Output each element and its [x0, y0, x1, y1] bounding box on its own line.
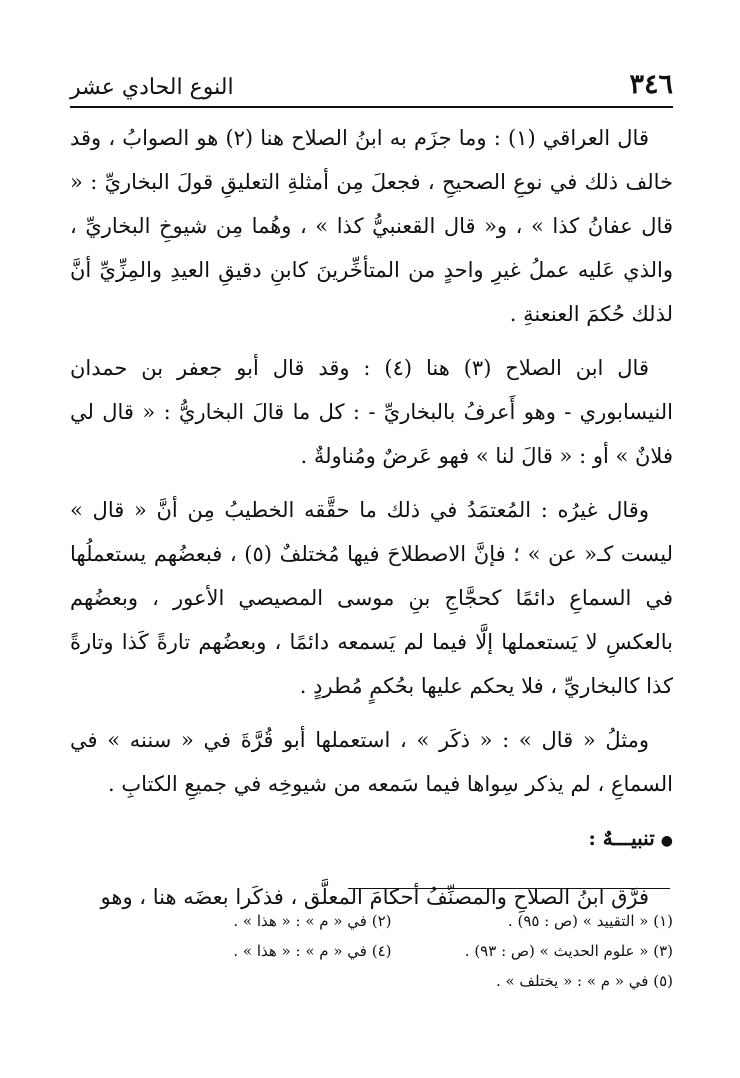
paragraph-others: وقال غيرُه : المُعتمَدُ في ذلك ما حقَّقه الخطيبُ مِن أنَّ « قال » ليست كـ« عن » ؛ فإنَّ الاصطلاحَ فيها مُختلفٌ (٥) ، فبعضُهم يستعملُها في السماعِ دائمًا كحجَّاجِ بنِ موسى المصيصي الأعور ، وبعضُهم بالعكسِ لا يَستعملها إلَّا فيما لم يَسمعه دائمًا ، وبعضُهم تارةً كَذا وتارةً كذا كالبخاريِّ ، فلا يحكم عليها بحُكمٍ مُطردٍ . [70, 498, 673, 698]
footnote-4: (٤) في « م » : « هذا » . [233, 942, 392, 960]
footnotes [110, 906, 673, 996]
paragraph-ibn-salah: قال ابن الصلاح (٣) هنا (٤) : وقد قال أبو جعفر بن حمدان النيسابوري - وهو أَعرفُ بالبخاريِّ - : كل ما قالَ البخاريُّ : « قال لي فلانٌ » أو : « قالَ لنا » فهو عَرضٌ ومُناولةٌ . [70, 356, 673, 468]
footnote-divider [348, 888, 670, 889]
paragraph-iraqi: قال العراقي (١) : وما جزَم به ابنُ الصلاح هنا (٢) هو الصوابُ ، وقد خالف ذلك في نوعِ الصحيحِ ، فجعلَ مِن أمثلةِ التعليقِ قولَ البخاريِّ : « قال عفانُ كذا » ، و« قال القعنبيُّ كذا » ، وهُما مِن شيوخِ البخاريِّ ، والذي عَليه عملُ غيرِ واحدٍ من المتأخِّرينَ كابنِ دقيقِ العيدِ والمِزِّيِّ أنَّ لذلك حُكمَ العنعنةِ . [70, 126, 673, 326]
footnote-1: (١) « التقييد » (ص : ٩٥) . [507, 912, 673, 930]
note-heading [70, 816, 673, 863]
footnote-row [110, 906, 673, 936]
footnote-2: (٢) في « م » : « هذا » . [233, 912, 392, 930]
main-text [70, 116, 673, 929]
note-heading-label: تنبيـــهٌ : [588, 826, 655, 850]
footnote-3: (٣) « علوم الحديث » (ص : ٩٣) . [464, 942, 673, 960]
page-header [70, 62, 673, 108]
running-title: النوع الحادي عشر [70, 75, 234, 100]
footnote-row [110, 936, 673, 966]
footnote-5: (٥) في « م » : « يختلف » . [495, 972, 673, 990]
bullet-icon: ● [660, 833, 673, 849]
paragraph-dhakara: ومثلُ « قال » : « ذكَر » ، استعملها أبو قُرَّةَ في « سننه » في السماعِ ، لم يذكر سِواها فيما سَمعه من شيوخِه في جميعِ الكتابِ . [70, 728, 673, 796]
paragraph-note: فرَّق ابنُ الصلاحِ والمصنِّفُ أحكامَ المعلَّق ، فذكَرا بعضَه هنا ، وهو [100, 885, 649, 909]
page-number: ٣٤٦ [629, 69, 673, 100]
footnote-row [110, 966, 673, 996]
